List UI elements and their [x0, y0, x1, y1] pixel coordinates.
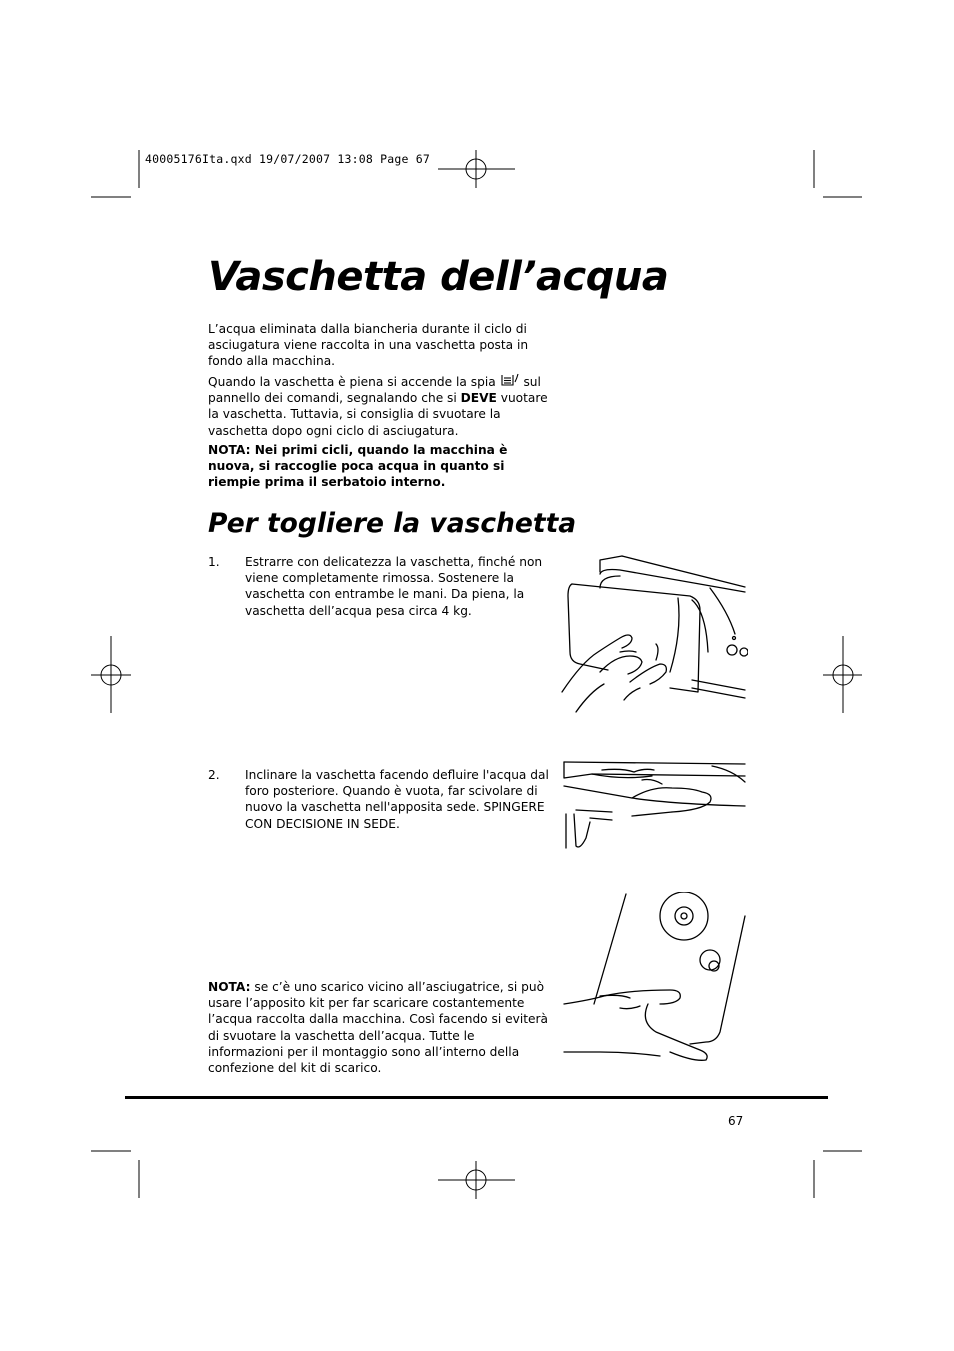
- page-number: 67: [728, 1114, 744, 1128]
- illustration-empty-tank: [562, 758, 748, 852]
- page-title: Vaschetta dell’acqua: [208, 254, 669, 300]
- indicator-text-after: vuotare la vaschetta. Tuttavia, si consiglia di svuotare la vaschetta dopo ogni ciclo di asciugatura.: [208, 391, 548, 438]
- step-2-number: 2.: [208, 768, 220, 782]
- indicator-text-mid: sul pannello dei comandi, segnalando che si: [208, 375, 541, 406]
- indicator-text-before: Quando la vaschetta è piena si accende la spia: [208, 375, 496, 389]
- drain-kit-note-text: se c’è uno scarico vicino all’asciugatrice, si può usare l’apposito kit per far scaricare costantemente l’acqua raccolta dalla macchina. Così facendo si eviterà di svuotare la vaschetta dell’acqua. Tutte le informazioni per il montaggio sono all’interno della confezione del kit di scarico.: [208, 980, 548, 1076]
- step-2-text: Inclinare la vaschetta facendo defluire l'acqua dal foro posteriore. Quando è vuota, far scivolare di nuovo la vaschetta nell'apposita sede. SPINGERE CON DECISIONE IN SEDE.: [245, 768, 549, 831]
- indicator-text-bold: DEVE: [460, 391, 497, 406]
- intro-paragraph: L’acqua eliminata dalla biancheria durante il ciclo di asciugatura viene raccolta in una vaschetta posta in fondo alla macchina.: [208, 322, 529, 369]
- illustration-remove-tank: [560, 552, 748, 714]
- drain-kit-note-label: NOTA:: [208, 980, 251, 994]
- drain-kit-note: [208, 979, 553, 1076]
- step-1-text: Estrarre con delicatezza la vaschetta, finché non viene completamente rimossa. Sostenere la vaschetta con entrambe le mani. Da piena, la vaschetta dell’acqua pesa circa 4 kg.: [245, 555, 543, 618]
- step-1-number: 1.: [208, 555, 220, 569]
- water-tank-indicator-icon: [500, 373, 520, 387]
- print-slug: 40005176Ita.qxd 19/07/2007 13:08 Page 67: [145, 152, 430, 166]
- intro-note: NOTA: Nei primi cicli, quando la macchina è nuova, si raccoglie poca acqua in quanto si riempie prima il serbatoio interno.: [208, 443, 508, 490]
- footer-rule: [125, 1096, 828, 1099]
- indicator-paragraph: [208, 373, 553, 439]
- illustration-drain-kit: [560, 892, 748, 1068]
- section-subtitle: Per togliere la vaschetta: [208, 508, 577, 539]
